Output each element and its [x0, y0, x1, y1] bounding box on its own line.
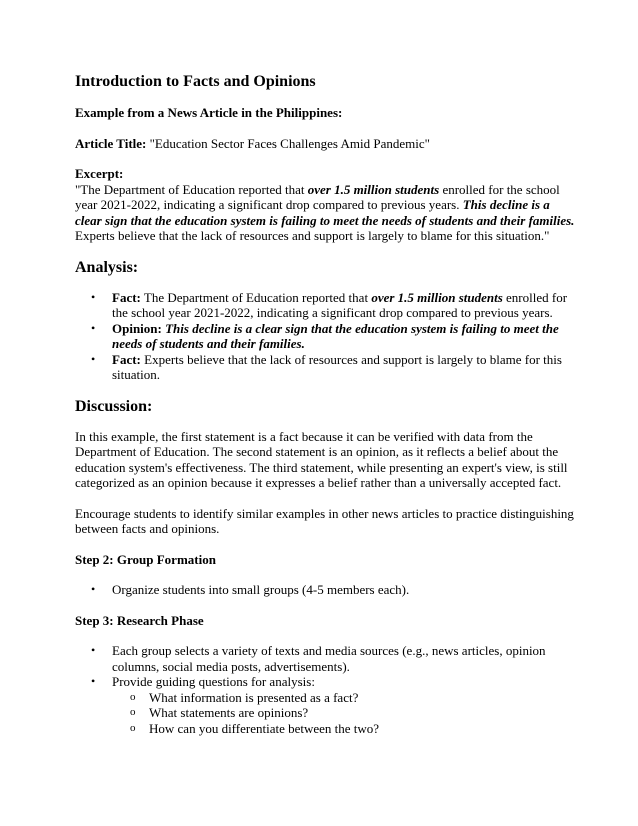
- article-title-label: Article Title:: [75, 135, 147, 151]
- bullet-icon: •: [91, 320, 96, 335]
- excerpt-emphasis-2: This decline is a clear sign that the education system is failing to meet the needs of students and their families.: [75, 197, 575, 228]
- discussion-paragraph-1: In this example, the first statement is a fact because it can be verified with data from the Department of Education. The second statement is an opinion, as it reflects a belief about the education system's effectiveness. The third statement, while presenting an expert's view, is still categorized as an opinion because it expresses a belief rather than a universally accepted fact.: [75, 428, 568, 490]
- analysis-item-text: enrolled for the school year 2021-2022, indicating a significant drop compared to previous years.: [112, 289, 568, 320]
- circle-bullet-icon: o: [130, 706, 136, 718]
- step-3-list: [75, 643, 575, 736]
- document-page: [75, 72, 575, 736]
- list-item-text: Each group selects a variety of texts and media sources (e.g., news articles, opinion columns, social media posts, advertisements).: [112, 643, 546, 674]
- analysis-item-label: Opinion:: [112, 320, 162, 336]
- excerpt-part-2: enrolled for the school year 2021-2022, indicating a significant drop compared to previous years.: [75, 181, 560, 212]
- analysis-item-emphasis: over 1.5 million students: [371, 289, 503, 305]
- analysis-item-text: The Department of Education reported that: [140, 289, 372, 305]
- analysis-item-label: Fact:: [112, 351, 141, 367]
- example-heading: Example from a News Article in the Philippines:: [75, 105, 343, 120]
- article-title-line: [75, 136, 575, 152]
- analysis-list: [75, 290, 575, 383]
- guiding-questions-list: [112, 690, 575, 737]
- analysis-item-fact-1: [75, 290, 575, 321]
- bullet-icon: •: [91, 289, 96, 304]
- step-2-list: [75, 582, 575, 598]
- bullet-icon: •: [91, 674, 96, 688]
- bullet-icon: •: [91, 351, 96, 366]
- circle-bullet-icon: o: [130, 721, 136, 734]
- guiding-question-text: What information is presented as a fact?: [149, 689, 359, 705]
- list-item-text: Organize students into small groups (4-5 members each).: [112, 582, 410, 597]
- guiding-question: [112, 690, 575, 706]
- list-item: [75, 643, 575, 674]
- step-3-heading: Step 3: Research Phase: [75, 612, 204, 628]
- guiding-question: [112, 721, 575, 737]
- guiding-question-text: What statements are opinions?: [149, 705, 309, 720]
- excerpt-part-3: Experts believe that the lack of resources and support is largely to blame for this situation.": [75, 228, 550, 243]
- list-item: [75, 582, 575, 598]
- analysis-item-opinion: [75, 321, 575, 352]
- analysis-item-text: Experts believe that the lack of resources and support is largely to blame for this situation.: [112, 351, 562, 382]
- guiding-question-text: How can you differentiate between the two?: [149, 720, 380, 736]
- bullet-icon: •: [91, 643, 96, 657]
- analysis-item-emphasis: This decline is a clear sign that the education system is failing to meet the needs of students and their families.: [112, 320, 559, 351]
- guiding-question: [112, 705, 575, 721]
- list-item-text: Provide guiding questions for analysis:: [112, 674, 315, 689]
- excerpt-emphasis-1: over 1.5 million students: [307, 181, 440, 197]
- discussion-heading: Discussion:: [75, 397, 153, 415]
- discussion-paragraph-2: Encourage students to identify similar examples in other news articles to practice distinguishing between facts and opinions.: [75, 505, 574, 536]
- bullet-icon: •: [91, 582, 96, 596]
- analysis-item-label: Fact:: [112, 289, 141, 305]
- article-title-value: "Education Sector Faces Challenges Amid Pandemic": [146, 135, 430, 151]
- excerpt-part-1: "The Department of Education reported that: [75, 181, 308, 197]
- circle-bullet-icon: o: [130, 690, 136, 703]
- step-2-heading: Step 2: Group Formation: [75, 551, 216, 567]
- list-item: [75, 674, 575, 736]
- analysis-item-fact-2: [75, 352, 575, 383]
- excerpt-label: Excerpt:: [75, 166, 124, 181]
- analysis-heading: Analysis:: [75, 258, 139, 276]
- excerpt-text: [75, 182, 575, 244]
- page-title: Introduction to Facts and Opinions: [75, 73, 316, 90]
